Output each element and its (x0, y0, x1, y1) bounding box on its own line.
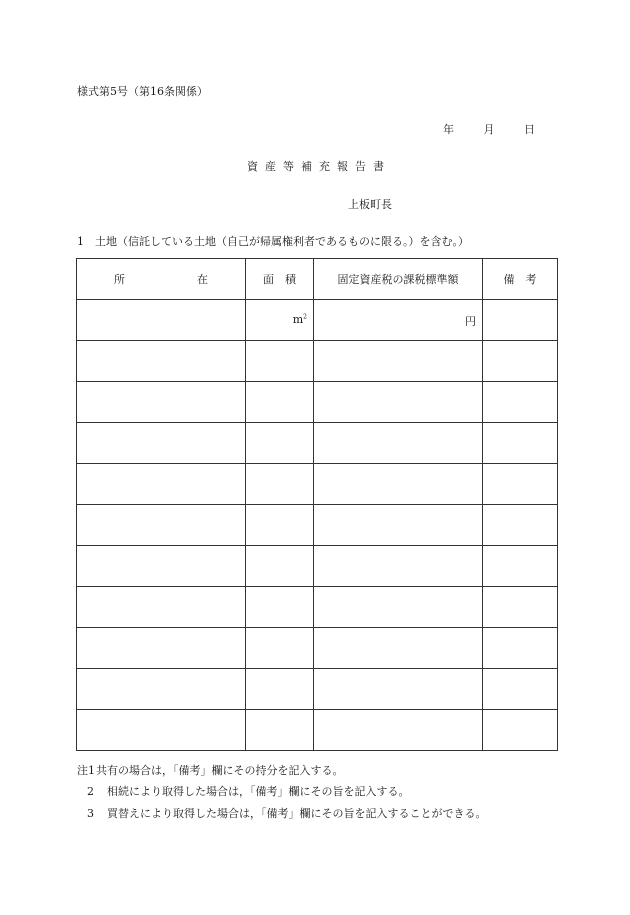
addressee: 上板町長 (348, 198, 392, 211)
cell-remarks[interactable] (483, 628, 558, 669)
cell-tax-base-value[interactable] (314, 587, 483, 628)
cell-remarks[interactable] (483, 341, 558, 382)
table-row (77, 587, 558, 628)
cell-location[interactable] (77, 669, 246, 710)
cell-area[interactable] (246, 423, 314, 464)
table-row (77, 423, 558, 464)
cell-location[interactable] (77, 628, 246, 669)
cell-area[interactable] (246, 300, 314, 341)
cell-area[interactable] (246, 710, 314, 751)
cell-tax-base-value[interactable] (314, 423, 483, 464)
cell-remarks[interactable] (483, 423, 558, 464)
note-3: 3 買替えにより取得した場合は，「備考」欄にその旨を記入することができる。 (87, 807, 487, 820)
cell-tax-base-value[interactable] (314, 300, 483, 341)
cell-location[interactable] (77, 464, 246, 505)
cell-remarks[interactable] (483, 505, 558, 546)
document-title: 資産等補充報告書 (247, 160, 391, 173)
cell-area[interactable] (246, 382, 314, 423)
note-1: 注1共有の場合は，「備考」欄にその持分を記入する。 (77, 764, 344, 777)
table-row (77, 710, 558, 751)
header-location-part2: 在 (197, 273, 208, 286)
cell-tax-base-value[interactable] (314, 505, 483, 546)
value-unit: 円 (465, 315, 476, 328)
cell-location[interactable] (77, 382, 246, 423)
cell-tax-base-value[interactable] (314, 341, 483, 382)
header-remarks: 備 考 (483, 259, 558, 300)
cell-tax-base-value[interactable] (314, 546, 483, 587)
cell-remarks[interactable] (483, 587, 558, 628)
land-table (76, 258, 558, 751)
cell-tax-base-value[interactable] (314, 710, 483, 751)
date-year-label: 年 (443, 123, 454, 136)
cell-tax-base-value[interactable] (314, 382, 483, 423)
cell-tax-base-value[interactable] (314, 669, 483, 710)
table-body (77, 300, 558, 751)
date-line (443, 124, 535, 135)
date-month-label: 月 (483, 123, 495, 136)
cell-location[interactable] (77, 710, 246, 751)
cell-area[interactable] (246, 464, 314, 505)
cell-tax-base-value[interactable] (314, 628, 483, 669)
table-row (77, 341, 558, 382)
table-row (77, 300, 558, 341)
table-row (77, 382, 558, 423)
note-2: 2 相続により取得した場合は，「備考」欄にその旨を記入する。 (87, 785, 410, 798)
area-unit: $m^2$ (292, 313, 307, 326)
cell-location[interactable] (77, 423, 246, 464)
cell-area[interactable] (246, 587, 314, 628)
cell-remarks[interactable] (483, 546, 558, 587)
cell-location[interactable] (77, 341, 246, 382)
table-row (77, 546, 558, 587)
cell-location[interactable] (77, 300, 246, 341)
header-location (77, 259, 246, 300)
cell-area[interactable] (246, 341, 314, 382)
table-row (77, 628, 558, 669)
cell-tax-base-value[interactable] (314, 464, 483, 505)
cell-area[interactable] (246, 628, 314, 669)
table-row (77, 669, 558, 710)
header-tax-base-value: 固定資産税の課税標準額 (314, 259, 483, 300)
cell-area[interactable] (246, 669, 314, 710)
cell-location[interactable] (77, 546, 246, 587)
cell-remarks[interactable] (483, 300, 558, 341)
cell-remarks[interactable] (483, 710, 558, 751)
cell-area[interactable] (246, 546, 314, 587)
date-day-label: 日 (524, 123, 535, 136)
table-header-row (77, 259, 558, 300)
header-area: 面 積 (246, 259, 314, 300)
cell-remarks[interactable] (483, 382, 558, 423)
cell-location[interactable] (77, 505, 246, 546)
form-number: 様式第5号（第16条関係） (77, 85, 208, 98)
cell-area[interactable] (246, 505, 314, 546)
section-heading: 1 土地（信託している土地（自己が帰属権利者であるものに限る。）を含む。） (77, 235, 469, 248)
cell-remarks[interactable] (483, 464, 558, 505)
table-row (77, 505, 558, 546)
table-row (77, 464, 558, 505)
header-location-part1: 所 (114, 273, 125, 286)
cell-remarks[interactable] (483, 669, 558, 710)
cell-location[interactable] (77, 587, 246, 628)
